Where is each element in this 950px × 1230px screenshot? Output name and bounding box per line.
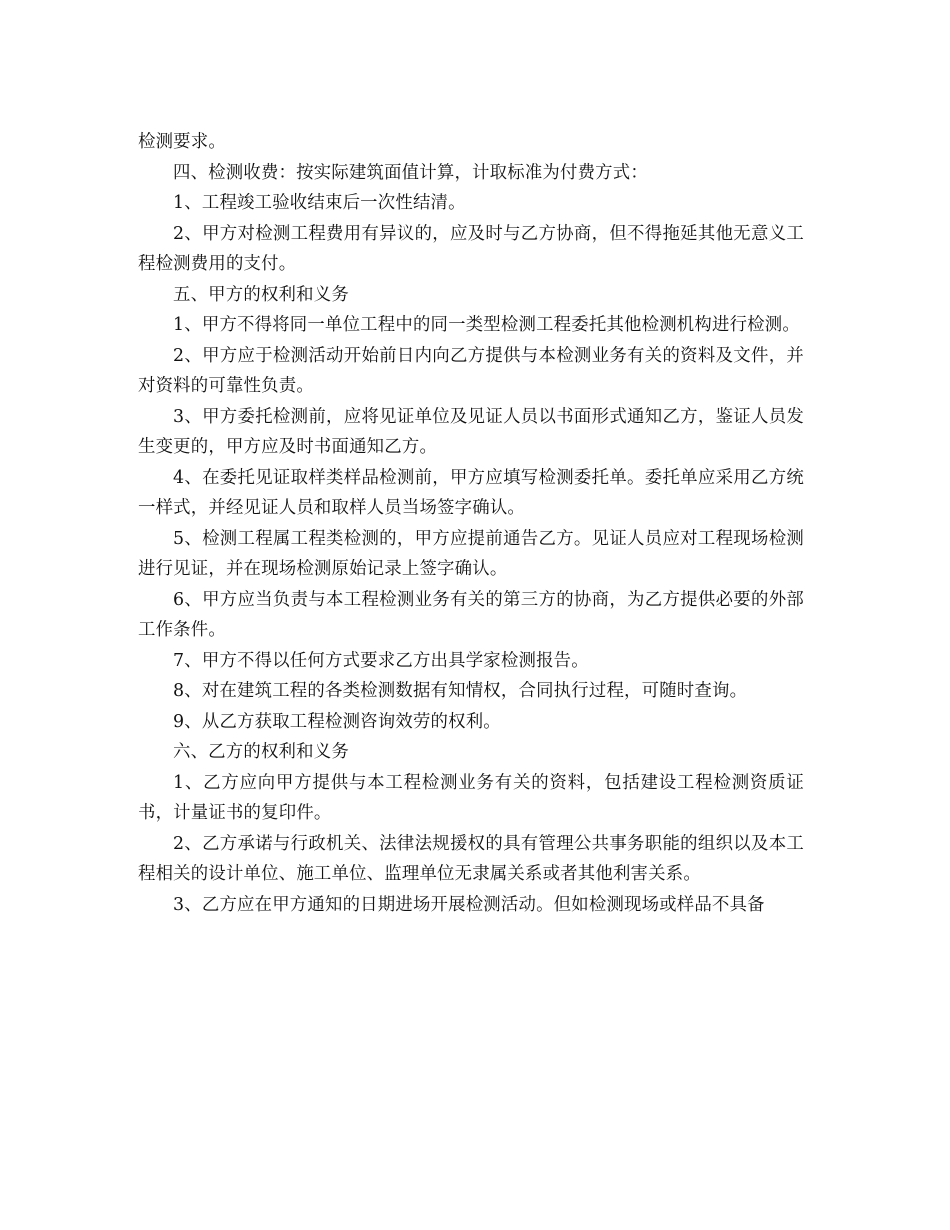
paragraph-0: 检测要求。 [138, 132, 226, 152]
paragraph-fee-2: 2、甲方对检测工程费用有异议的，应及时与乙方协商，但不得拖延其他无意义工程检测费用的支付。 [138, 223, 804, 274]
section-heading-fee: 四、检测收费：按实际建筑面值计算，计取标准为付费方式： [173, 162, 648, 183]
paragraph-party-a-2: 2、甲方应于检测活动开始前日内向乙方提供与本检测业务有关的资料及文件，并对资料的可靠性负责。 [138, 345, 804, 396]
paragraph-party-a-6: 6、甲方应当负责与本工程检测业务有关的第三方的协商，为乙方提供必要的外部工作条件。 [138, 589, 804, 640]
paragraph-party-a-8: 8、对在建筑工程的各类检测数据有知情权，合同执行过程，可随时查询。 [173, 681, 748, 701]
paragraph-party-b-1: 1、乙方应向甲方提供与本工程检测业务有关的资料，包括建设工程检测资质证书，计量证书的复印件。 [138, 772, 804, 823]
paragraph-party-a-7: 7、甲方不得以任何方式要求乙方出具学家检测报告。 [173, 650, 589, 671]
section-heading-party-a: 五、甲方的权利和义务 [173, 284, 349, 305]
section-heading-party-b: 六、乙方的权利和义务 [173, 742, 349, 762]
paragraph-fee-1: 1、工程竣工验收结束后一次性结清。 [173, 193, 466, 213]
paragraph-party-a-1: 1、甲方不得将同一单位工程中的同一类型检测工程委托其他检测机构进行检测。 [173, 315, 800, 335]
paragraph-party-a-4: 4、在委托见证取样类样品检测前，甲方应填写检测委托单。委托单应采用乙方统一样式，并经见证人员和取样人员当场签字确认。 [138, 467, 804, 518]
paragraph-party-a-9: 9、从乙方获取工程检测咨询效劳的权利。 [173, 711, 501, 732]
paragraph-party-a-5: 5、检测工程属工程类检测的，甲方应提前通告乙方。见证人员应对工程现场检测进行见证，并在现场检测原始记录上签字确认。 [138, 528, 804, 579]
document-body [138, 127, 804, 920]
paragraph-party-b-3: 3、乙方应在甲方通知的日期进场开展检测活动。但如检测现场或样品不具备 [173, 894, 765, 915]
paragraph-party-b-2: 2、乙方承诺与行政机关、法律法规援权的具有管理公共事务职能的组织以及本工程相关的设计单位、施工单位、监理单位无隶属关系或者其他利害关系。 [138, 833, 804, 884]
paragraph-party-a-3: 3、甲方委托检测前，应将见证单位及见证人员以书面形式通知乙方，鉴证人员发生变更的，甲方应及时书面通知乙方。 [138, 406, 804, 457]
